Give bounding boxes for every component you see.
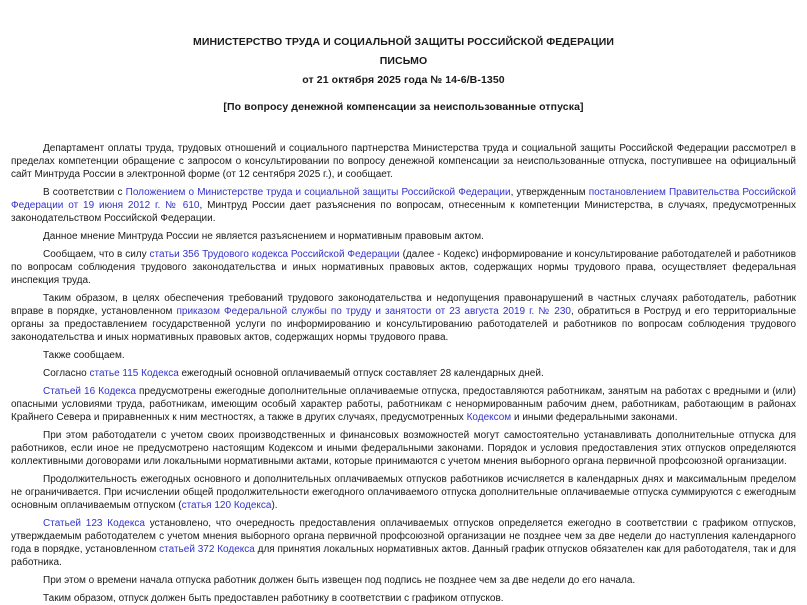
paragraph [11, 429, 796, 468]
doc-type: ПИСЬМО [379, 55, 428, 67]
text-run: (далее - Кодекс) информирование и консультирование работодателей и работников по вопросам соблюдения трудового законодательства и иных нормативных правовых актов, содержащих нормы трудового права, осуществляет федеральная инспекция труда. [11, 249, 797, 286]
text-run: При этом о времени начала отпуска работник должен быть извещен под подпись не позднее чем за две недели до его начала. [43, 575, 636, 586]
document-link[interactable]: приказом Федеральной службы по труду и занятости от 23 августа 2019 г. № 230 [176, 306, 571, 317]
doc-subject: [По вопросу денежной компенсации за неиспользованные отпуска] [223, 101, 584, 113]
document-header [11, 36, 796, 114]
document-link[interactable]: статьи 356 Трудового кодекса Российской Федерации [149, 249, 400, 260]
text-run: При этом работодатели с учетом своих производственных и финансовых возможностей могут самостоятельно устанавливать дополнительные отпуска для работников, если иное не предусмотрено настоящим Кодексом и иными федеральными законами. Порядок и условия предоставления этих отпусков определяются коллективными договорами или локальными нормативными актами, которые принимаются с учетом мнения выборного органа первичной профсоюзной организации. [11, 430, 796, 467]
paragraph [11, 142, 796, 181]
text-run: ежегодный основной оплачиваемый отпуск составляет 28 календарных дней. [178, 368, 544, 379]
text-run: Департамент оплаты труда, трудовых отношений и социального партнерства Министерства труда и социальной защиты Российской Федерации рассмотрел в пределах компетенции обращение с запросом о консультировании по вопросу денежной компенсации за неиспользованные отпуска, поступившее на официальный сайт Минтруда России в электронной форме (от 12 сентября 2025 г.), и сообщает. [11, 143, 796, 180]
text-run: и иными федеральными законами. [511, 412, 678, 423]
paragraph [11, 385, 796, 424]
document-link[interactable]: Статьей 123 Кодекса [43, 518, 145, 529]
text-run: Также сообщаем. [43, 350, 125, 361]
document-link[interactable]: постановлением Правительства Российской Федерации от 19 июня 2012 г. № 610 [11, 187, 797, 211]
text-run: Продолжительность ежегодных основного и дополнительных оплачиваемых отпусков работников исчисляется в календарных днях и максимальным пределом не ограничивается. При исчислении общей продолжительности ежегодного оплачиваемого отпуска дополнительные оплачиваемые отпуска суммируются с ежегодным основным оплачиваемым отпуском ( [11, 474, 796, 511]
text-run: , утвержденным [510, 187, 589, 198]
text-run: ). [271, 500, 278, 511]
document-link[interactable]: Статьей 16 Кодекса [43, 386, 136, 397]
text-run: , Минтруд России дает разъяснения по вопросам, отнесенным к компетенции Министерства, в случаях, предусмотренных законодательством Российской Федерации. [11, 200, 796, 224]
text-run: Таким образом, отпуск должен быть предоставлен работнику в соответствии с графиком отпусков. [43, 593, 504, 604]
document-link[interactable]: Положением о Министерстве труда и социальной защиты Российской Федерации [125, 187, 511, 198]
ministry-title: МИНИСТЕРСТВО ТРУДА И СОЦИАЛЬНОЙ ЗАЩИТЫ РОССИЙСКОЙ ФЕДЕРАЦИИ [192, 36, 615, 48]
paragraph [11, 367, 796, 380]
document-link[interactable]: статье 115 Кодекса [89, 368, 179, 379]
doc-date-number: от 21 октября 2025 года № 14-6/В-1350 [302, 74, 505, 86]
document-body [11, 142, 796, 605]
paragraph [11, 517, 796, 569]
text-run: Данное мнение Минтруда России не является разъяснением и нормативным правовым актом. [43, 231, 484, 242]
document-link[interactable]: статьей 372 Кодекса [159, 544, 255, 555]
text-run: В соответствии с [43, 187, 126, 198]
paragraph [11, 248, 796, 287]
document-link[interactable]: статья 120 Кодекса [181, 500, 272, 511]
paragraph [11, 473, 796, 512]
paragraph [11, 186, 796, 225]
text-run: предусмотрены ежегодные дополнительные оплачиваемые отпуска, предоставляются работникам, занятым на работах с вредными и (или) опасными условиями труда, работникам, имеющим особый характер работы, работникам с ненормированным рабочим днем, работникам, работающим в районах Крайнего Севера и приравненных к ним местностях, а также в других случаях, предусмотренных [11, 386, 796, 423]
document-link[interactable]: Кодексом [466, 412, 512, 423]
text-run: установлено, что очередность предоставления оплачиваемых отпусков определяется ежегодно в соответствии с графиком отпусков, утверждаемым работодателем с учетом мнения выборного органа первичной профсоюзной организации не позднее чем за две недели до наступления календарного года в порядке, установленном [11, 518, 797, 555]
paragraph [11, 592, 796, 605]
text-run: для принятия локальных нормативных актов. Данный график отпусков обязателен как для работодателя, так и для работника. [11, 544, 796, 568]
text-run: , обратиться в Роструд и его территориальные органы за предоставлением государственной услуги по информированию и консультированию работодателей и работников по вопросам соблюдения трудового законодательства и иных нормативных правовых актов, содержащих нормы трудового права. [11, 306, 797, 343]
paragraph [11, 574, 796, 587]
paragraph [11, 230, 796, 243]
paragraph [11, 349, 796, 362]
text-run: Таким образом, в целях обеспечения требований трудового законодательства и недопущения правонарушений в частных случаях работодатель, работник вправе в порядке, установленном [11, 293, 796, 317]
text-run: Сообщаем, что в силу [43, 249, 150, 260]
text-run: Согласно [43, 368, 90, 379]
paragraph [11, 292, 796, 344]
